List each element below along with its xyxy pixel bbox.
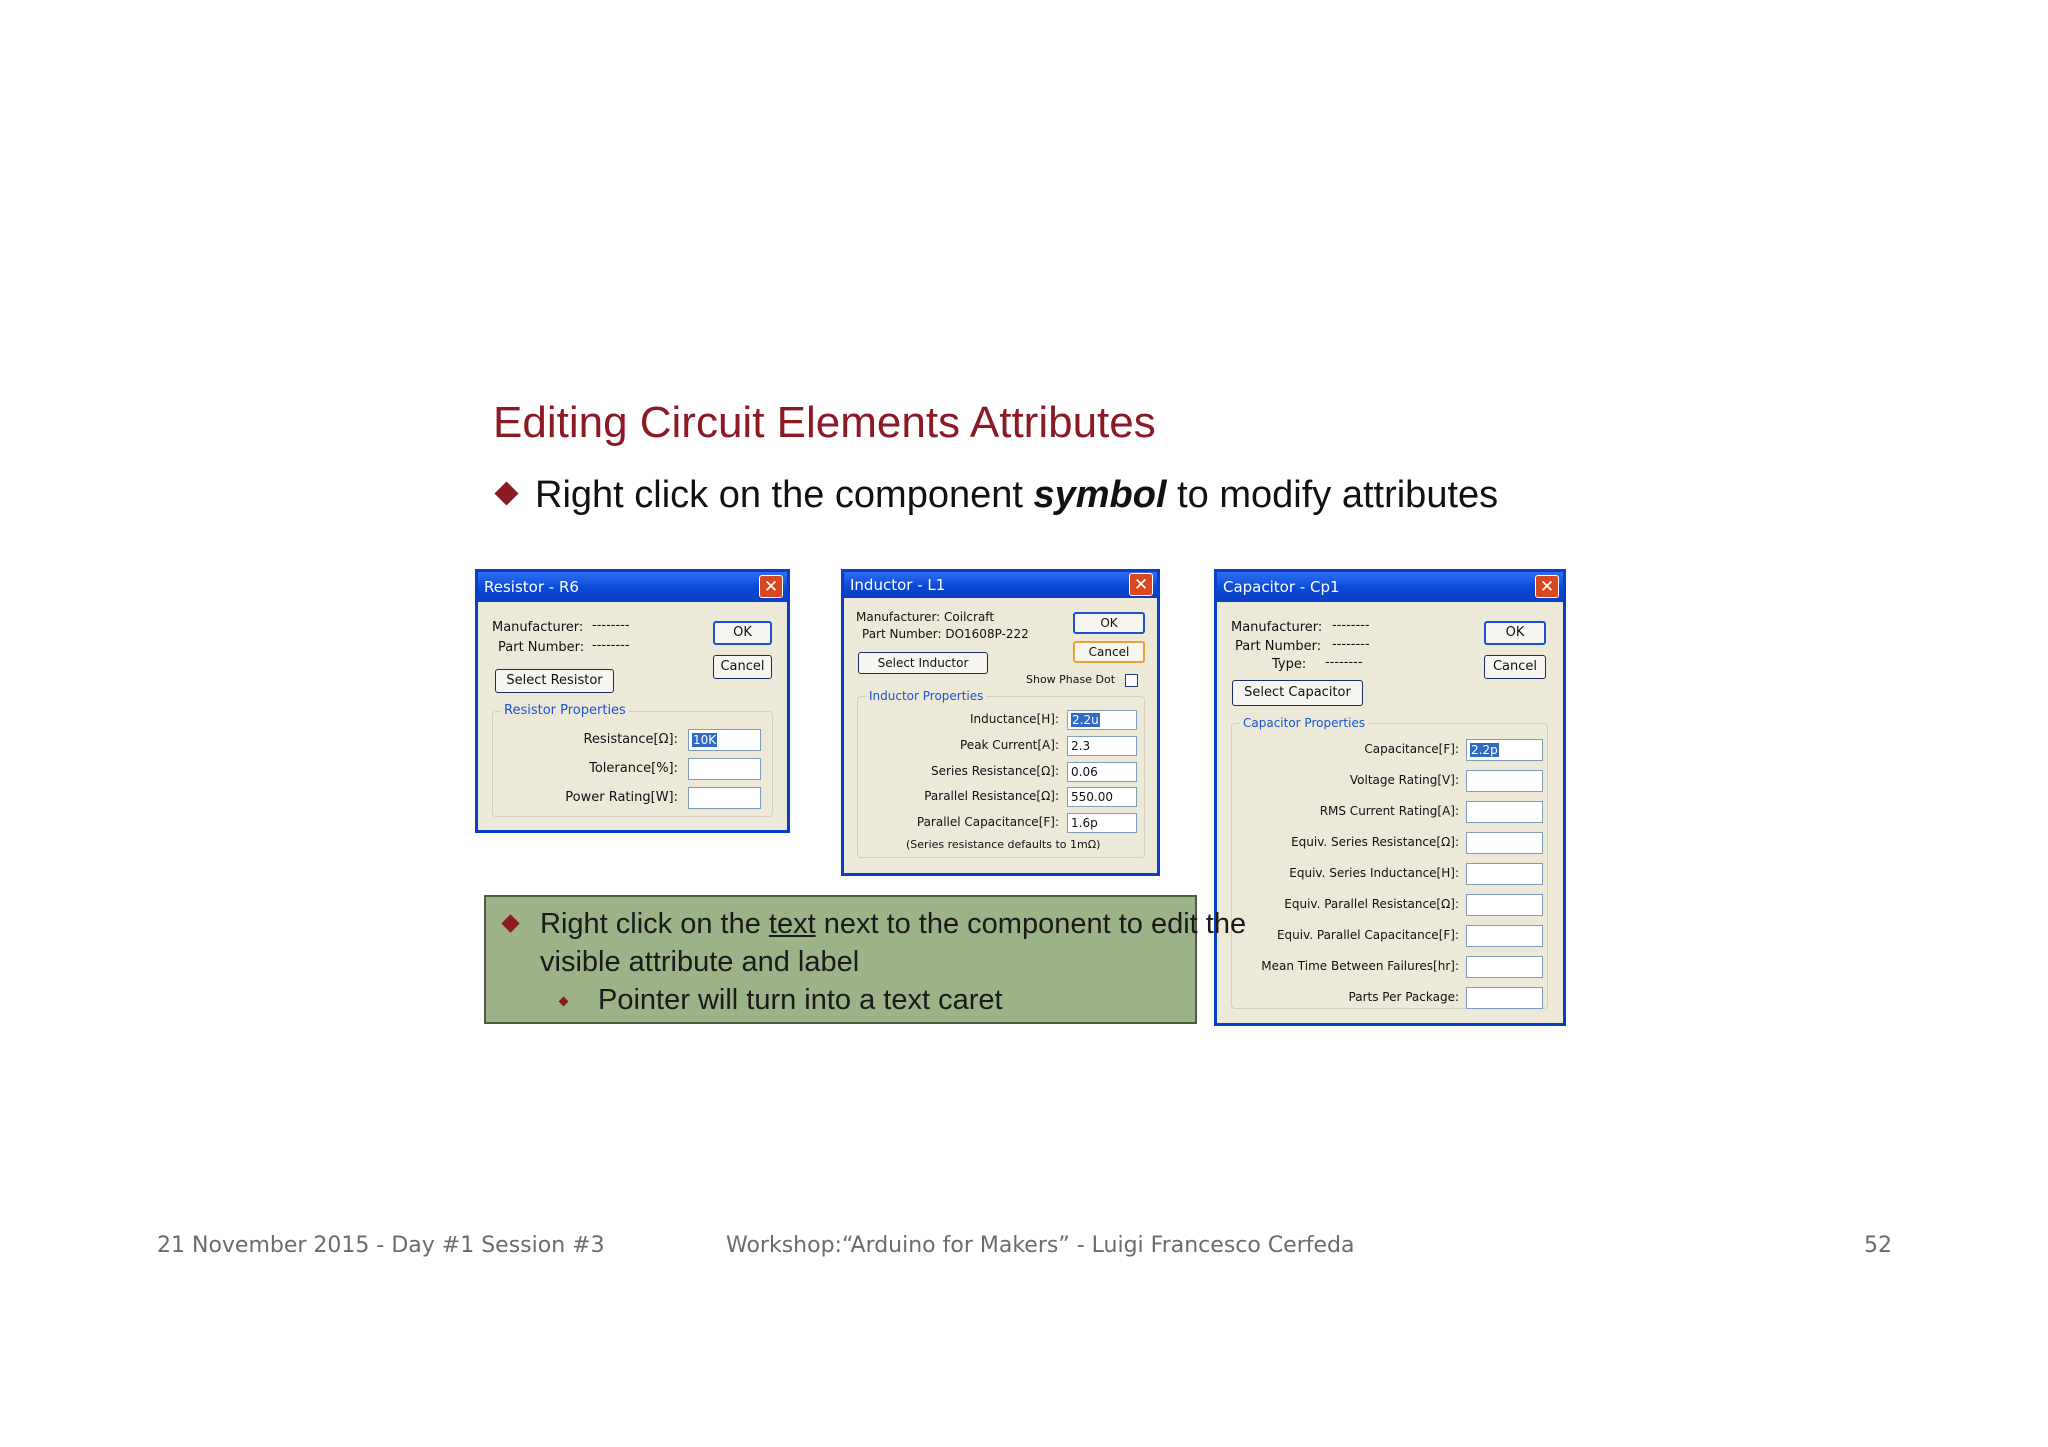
- note-text-word: text: [768, 908, 816, 940]
- main-bullet-emphasis: symbol: [1033, 474, 1167, 516]
- inductor-dialog: [841, 569, 1160, 876]
- series-resistance-label: Series Resistance[Ω]:: [931, 764, 1059, 778]
- parts-per-package-label: Parts Per Package:: [1348, 990, 1459, 1004]
- diamond-bullet-icon: [494, 481, 518, 505]
- esl-label: Equiv. Series Inductance[H]:: [1289, 866, 1459, 880]
- close-icon[interactable]: ✕: [759, 575, 783, 598]
- select-capacitor-button[interactable]: Select Capacitor: [1232, 680, 1363, 706]
- select-inductor-button[interactable]: Select Inductor: [858, 652, 988, 674]
- group-title: Capacitor Properties: [1240, 715, 1368, 731]
- capacitor-dialog: [1214, 569, 1566, 1026]
- select-resistor-button[interactable]: Select Resistor: [495, 669, 614, 693]
- slide-title: Editing Circuit Elements Attributes: [493, 398, 1156, 447]
- rms-current-label: RMS Current Rating[A]:: [1319, 804, 1459, 818]
- epc-label: Equiv. Parallel Capacitance[F]:: [1276, 928, 1459, 942]
- part-number-value: --------: [592, 638, 630, 653]
- cancel-button[interactable]: Cancel: [1484, 655, 1546, 679]
- resistance-value: 10K: [693, 733, 717, 747]
- show-phase-dot-checkbox[interactable]: [1125, 674, 1138, 687]
- series-resistance-field[interactable]: 0.06: [1067, 762, 1137, 782]
- close-icon[interactable]: ✕: [1129, 573, 1153, 596]
- note-line-1-start: Right click on the: [540, 908, 769, 940]
- inductance-label: Inductance[H]:: [969, 712, 1059, 726]
- inductance-value: 2.2u: [1072, 713, 1099, 727]
- epr-field[interactable]: [1466, 894, 1543, 916]
- parallel-resistance-label: Parallel Resistance[Ω]:: [924, 789, 1059, 803]
- footer-date: 21 November 2015 - Day #1 Session #3: [157, 1233, 605, 1258]
- tolerance-label: Tolerance[%]:: [589, 761, 678, 776]
- rms-current-field[interactable]: [1466, 801, 1543, 823]
- inductor-dialog-title: Inductor - L1: [850, 576, 946, 594]
- capacitor-titlebar: [1217, 572, 1563, 602]
- parallel-capacitance-field[interactable]: 1.6p: [1067, 813, 1137, 833]
- part-number-value: --------: [1332, 637, 1370, 652]
- mtbf-field[interactable]: [1466, 956, 1543, 978]
- parallel-resistance-field[interactable]: 550.00: [1067, 787, 1137, 807]
- footer-workshop: Workshop:“Arduino for Makers” - Luigi Francesco Cerfeda: [726, 1233, 1355, 1258]
- page-number: 52: [1864, 1233, 1892, 1258]
- capacitance-value: 2.2p: [1471, 743, 1498, 757]
- capacitance-field[interactable]: [1466, 739, 1543, 761]
- peak-current-field[interactable]: 2.3: [1067, 736, 1137, 756]
- epr-label: Equiv. Parallel Resistance[Ω]:: [1284, 897, 1459, 911]
- resistance-field[interactable]: [688, 729, 761, 751]
- manufacturer-label: Manufacturer:: [492, 620, 584, 635]
- ok-button[interactable]: OK: [1073, 612, 1145, 634]
- main-bullet-text-end: to modify attributes: [1166, 474, 1499, 516]
- group-title: Resistor Properties: [501, 703, 629, 719]
- type-value: --------: [1325, 655, 1363, 670]
- esr-label: Equiv. Series Resistance[Ω]:: [1291, 835, 1459, 849]
- resistor-dialog: [475, 569, 790, 833]
- part-number-line: Part Number: DO1608P-222: [862, 627, 1029, 641]
- diamond-bullet-icon: [501, 914, 519, 932]
- parallel-capacitance-label: Parallel Capacitance[F]:: [916, 815, 1059, 829]
- manufacturer-value: --------: [592, 618, 630, 633]
- main-bullet-text: Right click on the component: [535, 474, 1034, 516]
- main-bullet: [493, 474, 1498, 517]
- manufacturer-line: Manufacturer: Coilcraft: [856, 610, 995, 624]
- note-line-1-end: next to the component to edit the: [815, 908, 1247, 940]
- manufacturer-label: Manufacturer:: [1231, 620, 1323, 635]
- peak-current-label: Peak Current[A]:: [960, 738, 1059, 752]
- note-sub-bullet: Pointer will turn into a text caret: [598, 984, 1003, 1016]
- esr-field[interactable]: [1466, 832, 1543, 854]
- close-icon[interactable]: ✕: [1535, 575, 1559, 598]
- parts-per-package-field[interactable]: [1466, 987, 1543, 1009]
- epc-field[interactable]: [1466, 925, 1543, 947]
- sub-bullet-icon: [559, 997, 569, 1007]
- ok-button[interactable]: OK: [713, 621, 772, 645]
- part-number-label: Part Number:: [498, 640, 585, 655]
- resistor-dialog-title: Resistor - R6: [484, 578, 579, 596]
- voltage-rating-label: Voltage Rating[V]:: [1349, 773, 1459, 787]
- note-line-2: visible attribute and label: [540, 946, 860, 978]
- cancel-button[interactable]: Cancel: [1073, 641, 1145, 663]
- cancel-button[interactable]: Cancel: [713, 655, 772, 679]
- capacitance-label: Capacitance[F]:: [1364, 742, 1459, 756]
- tolerance-field[interactable]: [688, 758, 761, 780]
- power-rating-label: Power Rating[W]:: [565, 790, 678, 805]
- ok-button[interactable]: OK: [1484, 621, 1546, 645]
- mtbf-label: Mean Time Between Failures[hr]:: [1261, 959, 1459, 973]
- voltage-rating-field[interactable]: [1466, 770, 1543, 792]
- show-phase-dot-label: Show Phase Dot: [1026, 673, 1116, 686]
- inductance-field[interactable]: [1067, 710, 1137, 730]
- inductor-titlebar: [844, 572, 1157, 598]
- capacitor-dialog-title: Capacitor - Cp1: [1223, 578, 1340, 596]
- power-rating-field[interactable]: [688, 787, 761, 809]
- part-number-label: Part Number:: [1235, 639, 1322, 654]
- resistance-label: Resistance[Ω]:: [583, 732, 678, 747]
- manufacturer-value: --------: [1332, 618, 1370, 633]
- resistor-titlebar: [478, 572, 787, 602]
- note-line-1: [540, 905, 1246, 943]
- series-resistance-note: (Series resistance defaults to 1mΩ): [906, 838, 1101, 851]
- group-title: Inductor Properties: [866, 688, 986, 704]
- esl-field[interactable]: [1466, 863, 1543, 885]
- note-box: [484, 895, 1247, 1024]
- type-label: Type:: [1272, 657, 1307, 672]
